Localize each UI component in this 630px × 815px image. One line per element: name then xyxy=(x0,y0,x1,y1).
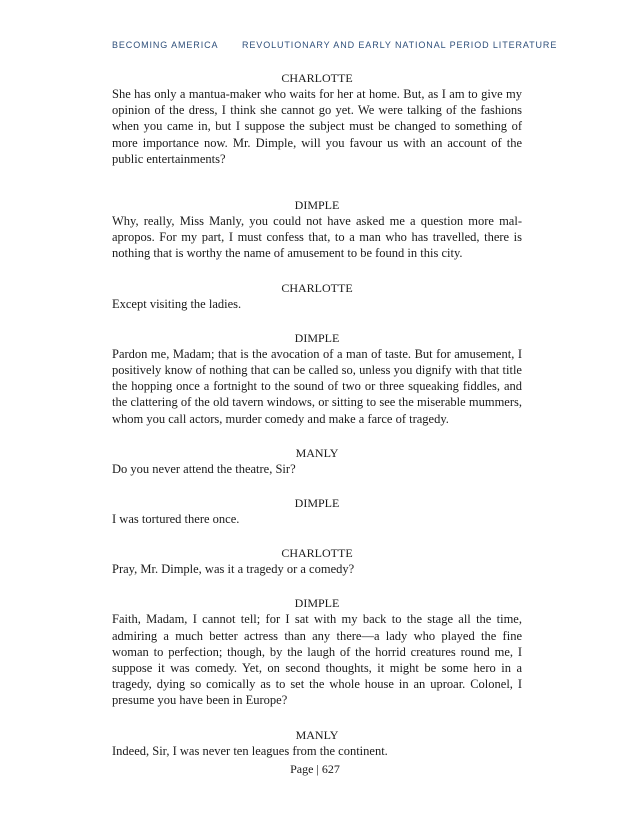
speaker-name: CHARLOTTE xyxy=(281,546,353,561)
speaker-name: CHARLOTTE xyxy=(281,280,353,295)
speech-text: Why, really, Miss Manly, you could not have asked me a question more mal-apropos. For my part, I must confess that, to a man who has travelled, there is nothing that is worthy the name of amusement to be found in this city. xyxy=(112,214,522,261)
dialogue-block xyxy=(112,545,522,577)
dialogue-block xyxy=(112,727,522,759)
dialogue-block xyxy=(112,70,522,167)
dialogue-block xyxy=(112,280,522,312)
speaker-name: CHARLOTTE xyxy=(281,71,353,85)
speaker-name: DIMPLE xyxy=(294,330,340,345)
dialogue-block xyxy=(112,197,522,262)
speech-text: Indeed, Sir, I was never ten leagues from the continent. xyxy=(112,743,388,758)
speech-text: Do you never attend the theatre, Sir? xyxy=(112,461,296,476)
header-book-title: BECOMING AMERICA xyxy=(112,40,219,50)
speaker-name: DIMPLE xyxy=(294,496,340,511)
speech-text: Faith, Madam, I cannot tell; for I sat with my back to the stage all the time, admiring a much better actress than any there—a lady who played the fine woman to perfection; though, by the laugh of the horrid creatures round me, I suppose it was comedy. Yet, on second thoughts, it might be some hero in a tragedy, dying so comically as to set the whole house in an uproar. Colonel, I presume you have been in Europe? xyxy=(112,612,522,708)
speech-text: I was tortured there once. xyxy=(112,512,240,527)
speech-text: Except visiting the ladies. xyxy=(112,296,242,311)
header-section-title: REVOLUTIONARY AND EARLY NATIONAL PERIOD LITERATURE xyxy=(242,40,558,50)
dialogue-block xyxy=(112,330,522,427)
dialogue-block xyxy=(112,495,522,527)
speaker-name: MANLY xyxy=(295,727,339,742)
play-text xyxy=(112,70,522,777)
page-number: Page | 627 xyxy=(290,762,340,776)
speech-text: She has only a mantua-maker who waits for her at home. But, as I am to give my opinion of the dress, I think she cannot go yet. We were talking of the fashions when you came in, but I suppose the subject must be changed to something of more importance now. Mr. Dimple, will you favour us with an account of the public entertainments? xyxy=(112,87,522,166)
dialogue-block xyxy=(112,445,522,477)
speaker-name: DIMPLE xyxy=(294,198,340,213)
speech-text: Pray, Mr. Dimple, was it a tragedy or a comedy? xyxy=(112,562,355,577)
dialogue-block xyxy=(112,595,522,708)
speaker-name: MANLY xyxy=(295,445,339,460)
speaker-name: DIMPLE xyxy=(294,596,340,611)
speech-text: Pardon me, Madam; that is the avocation of a man of taste. But for amusement, I positively know of nothing that can be called so, unless you dignify with that title the hopping once a fortnight to the sound of two or three squeaking fiddles, and the clattering of the old tavern windows, or sitting to see the miserable mummers, whom you call actors, murder comedy and make a farce of tragedy. xyxy=(112,346,522,426)
